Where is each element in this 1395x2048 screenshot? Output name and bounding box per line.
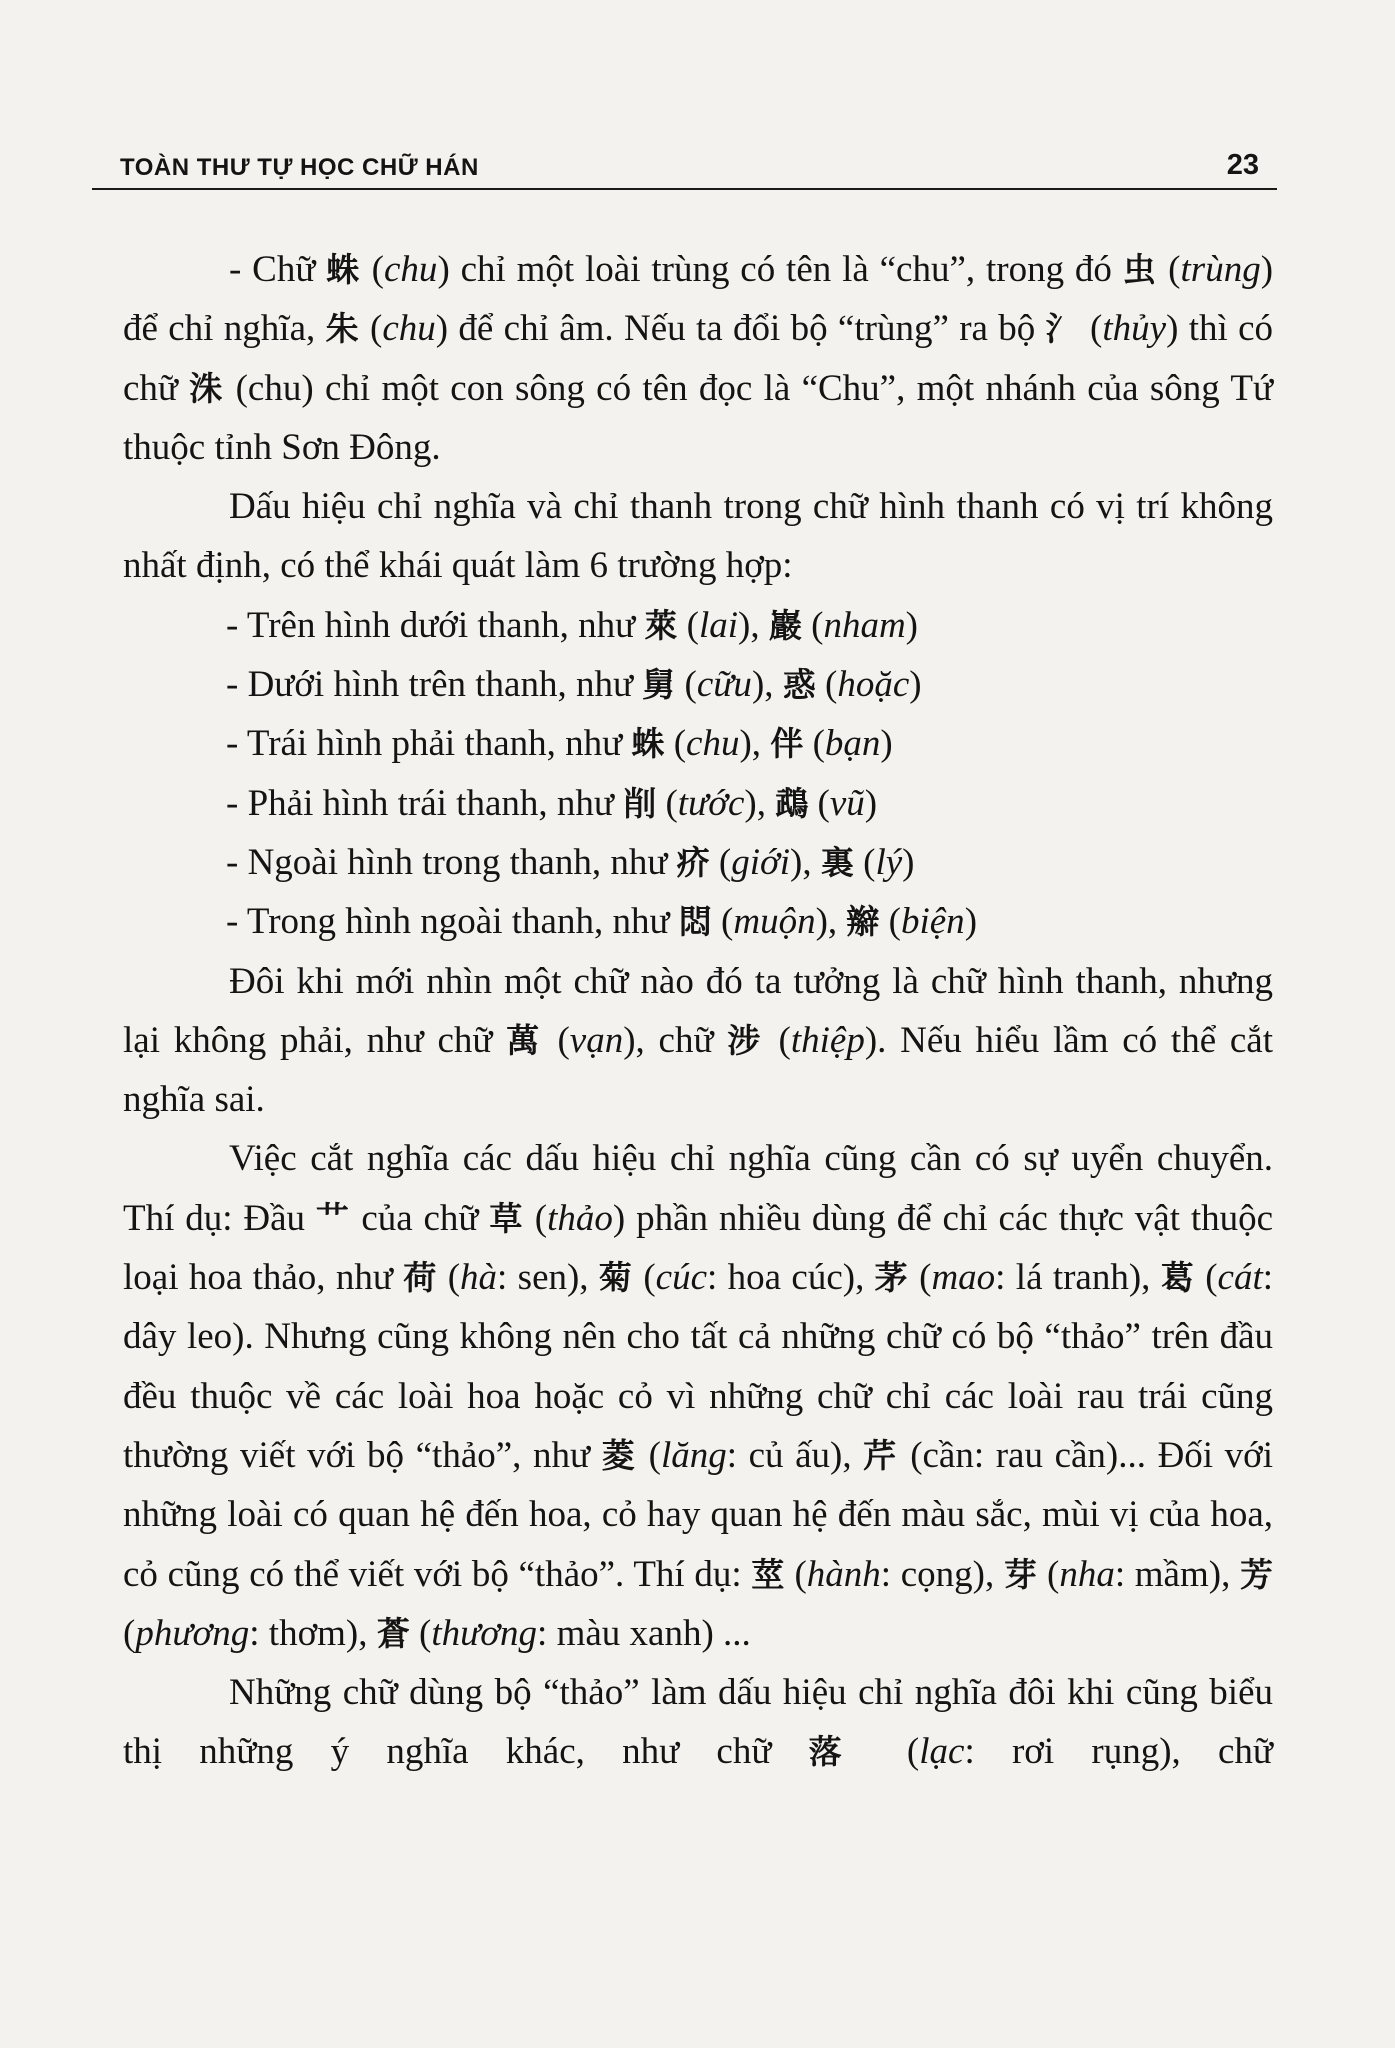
running-header	[92, 144, 1277, 190]
paragraph-5: Những chữ dùng bộ “thảo” làm dấu hiệu chỉ nghĩa đôi khi cũng biểu thị những ý nghĩa khác, như chữ 落 (lạc: rơi rụng), chữ	[123, 1672, 1273, 1773]
page-number: 23	[1226, 149, 1259, 181]
paragraph-1: - Chữ 蛛 (chu) chỉ một loài trùng có tên là “chu”, trong đó 虫 (trùng) để chỉ nghĩa, 朱 (chu) để chỉ âm. Nếu ta đổi bộ “trùng” ra bộ 氵 (thủy) thì có chữ 洙 (chu) chỉ một con sông có tên đọc là “Chu”, một nhánh của sông Tứ thuộc tỉnh Sơn Đông.	[123, 249, 1274, 468]
list-item: - Trái hình phải thanh, như 蛛 (chu), 伴 (bạn)	[226, 723, 893, 765]
list-item: - Phải hình trái thanh, như 削 (tước), 鵡 (vũ)	[226, 782, 878, 824]
list-item: - Ngoài hình trong thanh, như 疥 (giới), 裏 (lý)	[226, 841, 915, 883]
paragraph-4: Việc cắt nghĩa các dấu hiệu chỉ nghĩa cũng cần có sự uyển chuyển. Thí dụ: Đầu 艹 của chữ 草 (thảo) phần nhiều dùng để chỉ các thực vật thuộc loại hoa thảo, như 荷 (hà: sen), 菊 (cúc: hoa cúc), 茅 (mao: lá tranh), 葛 (cát: dây leo). Nhưng cũng không nên cho tất cả những chữ có bộ “thảo” trên đầu đều thuộc về các loài hoa hoặc cỏ vì những chữ chỉ các loài rau trái cũng thường viết với bộ “thảo”, như 菱 (lăng: củ ấu), 芹 (cần: rau cần)... Đối với những loài có quan hệ đến hoa, cỏ hay quan hệ đến màu sắc, mùi vị của hoa, cỏ cũng có thể viết với bộ “thảo”. Thí dụ: 莖 (hành: cọng), 芽 (nha: mầm), 芳 (phương: thơm), 蒼 (thương: màu xanh) ...	[123, 1138, 1274, 1654]
case-list	[123, 596, 1273, 952]
body-text	[123, 240, 1273, 1782]
paragraph-2: Dấu hiệu chỉ nghĩa và chỉ thanh trong chữ hình thanh có vị trí không nhất định, có thể khái quát làm 6 trường hợp:	[123, 486, 1273, 587]
paragraph-3: Đôi khi mới nhìn một chữ nào đó ta tưởng là chữ hình thanh, nhưng lại không phải, như chữ 萬 (vạn), chữ 涉 (thiệp). Nếu hiểu lầm có thể cắt nghĩa sai.	[123, 960, 1273, 1121]
list-item: - Dưới hình trên thanh, như 舅 (cữu), 惑 (hoặc)	[226, 664, 922, 706]
list-item: - Trong hình ngoài thanh, như 悶 (muộn), 辮 (biện)	[226, 901, 978, 943]
book-title: TOÀN THƯ TỰ HỌC CHỮ HÁN	[120, 154, 479, 181]
list-item: - Trên hình dưới thanh, như 萊 (lai), 巖 (nham)	[226, 604, 918, 646]
